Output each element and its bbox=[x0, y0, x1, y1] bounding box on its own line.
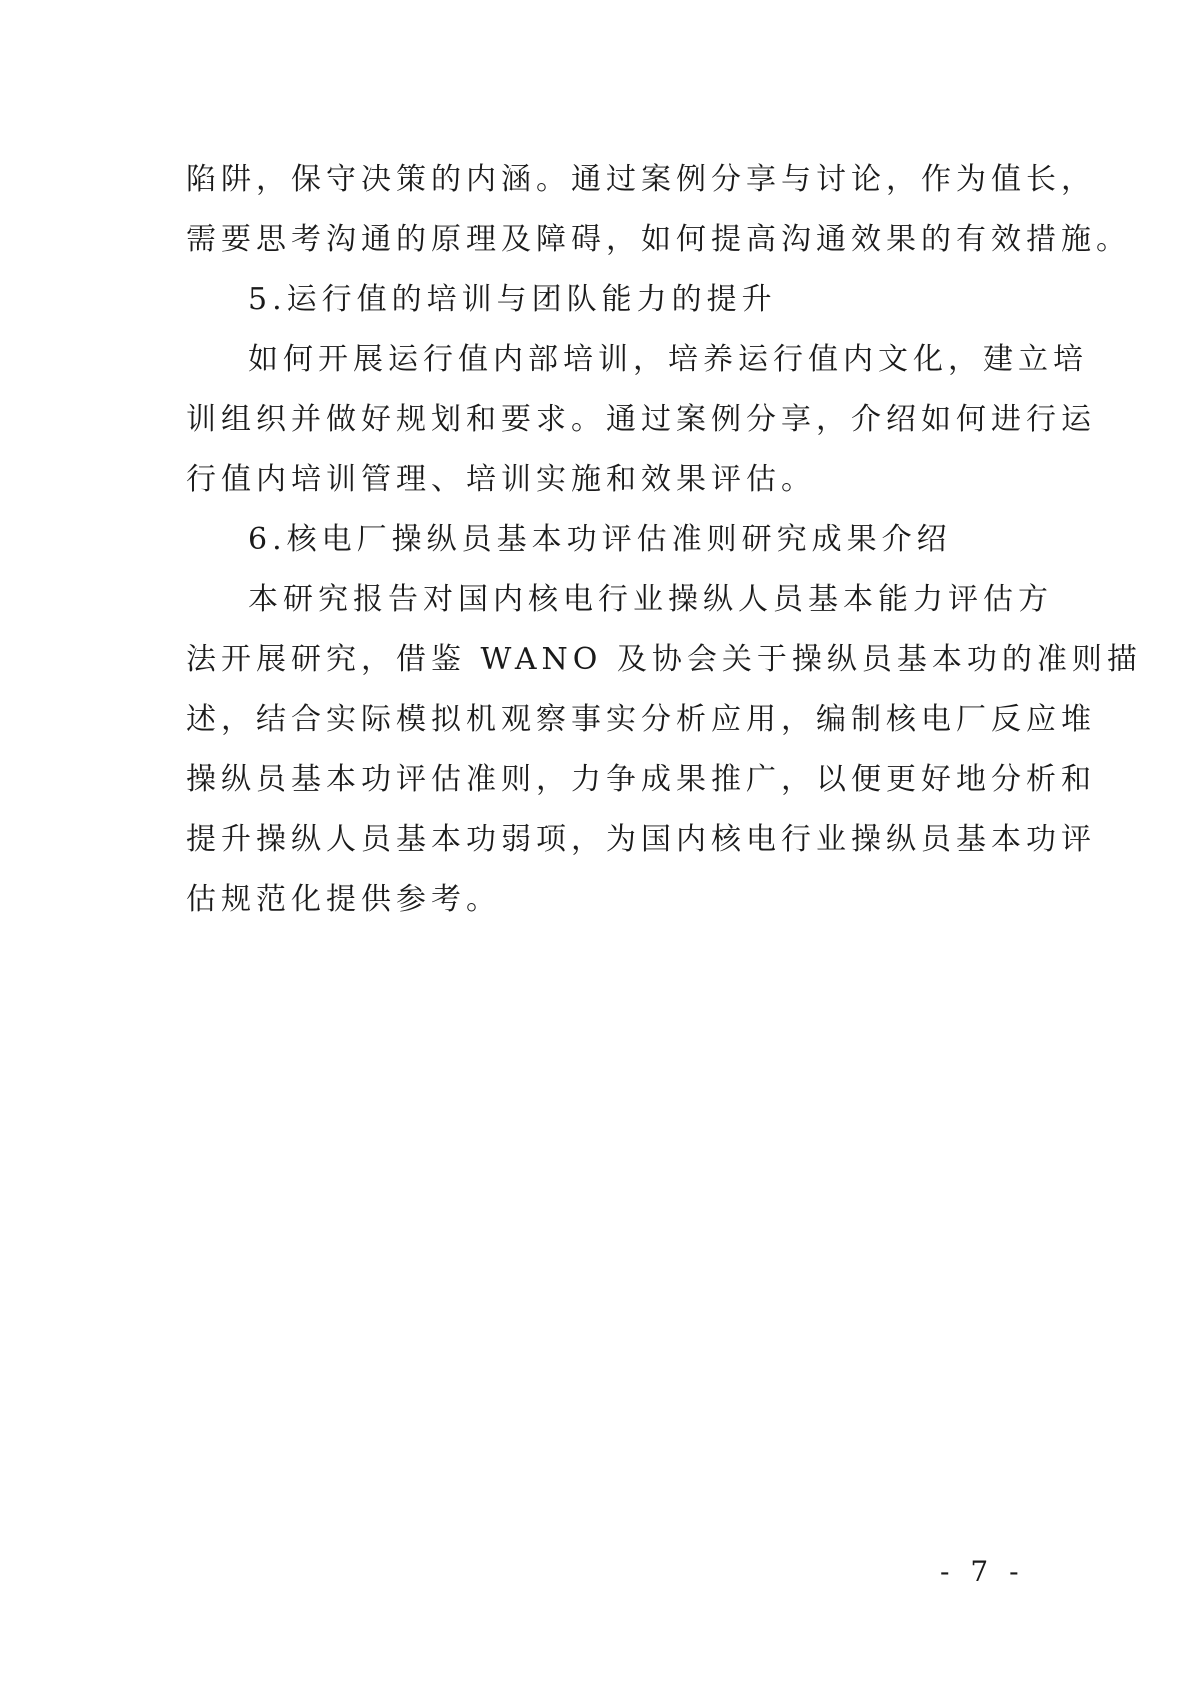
paragraph-start: 本研究报告对国内核电行业操纵人员基本能力评估方 bbox=[248, 582, 1053, 617]
text-line: 陷阱，保守决策的内涵。通过案例分享与讨论，作为值长， bbox=[186, 162, 1096, 197]
text-line: 述，结合实际模拟机观察事实分析应用，编制核电厂反应堆 bbox=[186, 702, 1096, 737]
text-line: 需要思考沟通的原理及障碍，如何提高沟通效果的有效措施。 bbox=[186, 222, 1131, 257]
paragraph-start: 如何开展运行值内部培训，培养运行值内文化，建立培 bbox=[248, 342, 1088, 377]
section-heading: 5.运行值的培训与团队能力的提升 bbox=[248, 282, 777, 317]
text-line: 估规范化提供参考。 bbox=[186, 882, 501, 917]
page-number: - 7 - bbox=[940, 1555, 1025, 1588]
text-line: 操纵员基本功评估准则，力争成果推广，以便更好地分析和 bbox=[186, 762, 1096, 797]
section-heading: 6.核电厂操纵员基本功评估准则研究成果介绍 bbox=[248, 522, 952, 557]
text-line: 行值内培训管理、培训实施和效果评估。 bbox=[186, 462, 816, 497]
text-line: 法开展研究，借鉴 WANO 及协会关于操纵员基本功的准则描 bbox=[186, 642, 1142, 677]
text-line: 提升操纵人员基本功弱项，为国内核电行业操纵员基本功评 bbox=[186, 822, 1096, 857]
body-text bbox=[186, 150, 1142, 930]
text-line: 训组织并做好规划和要求。通过案例分享，介绍如何进行运 bbox=[186, 402, 1096, 437]
